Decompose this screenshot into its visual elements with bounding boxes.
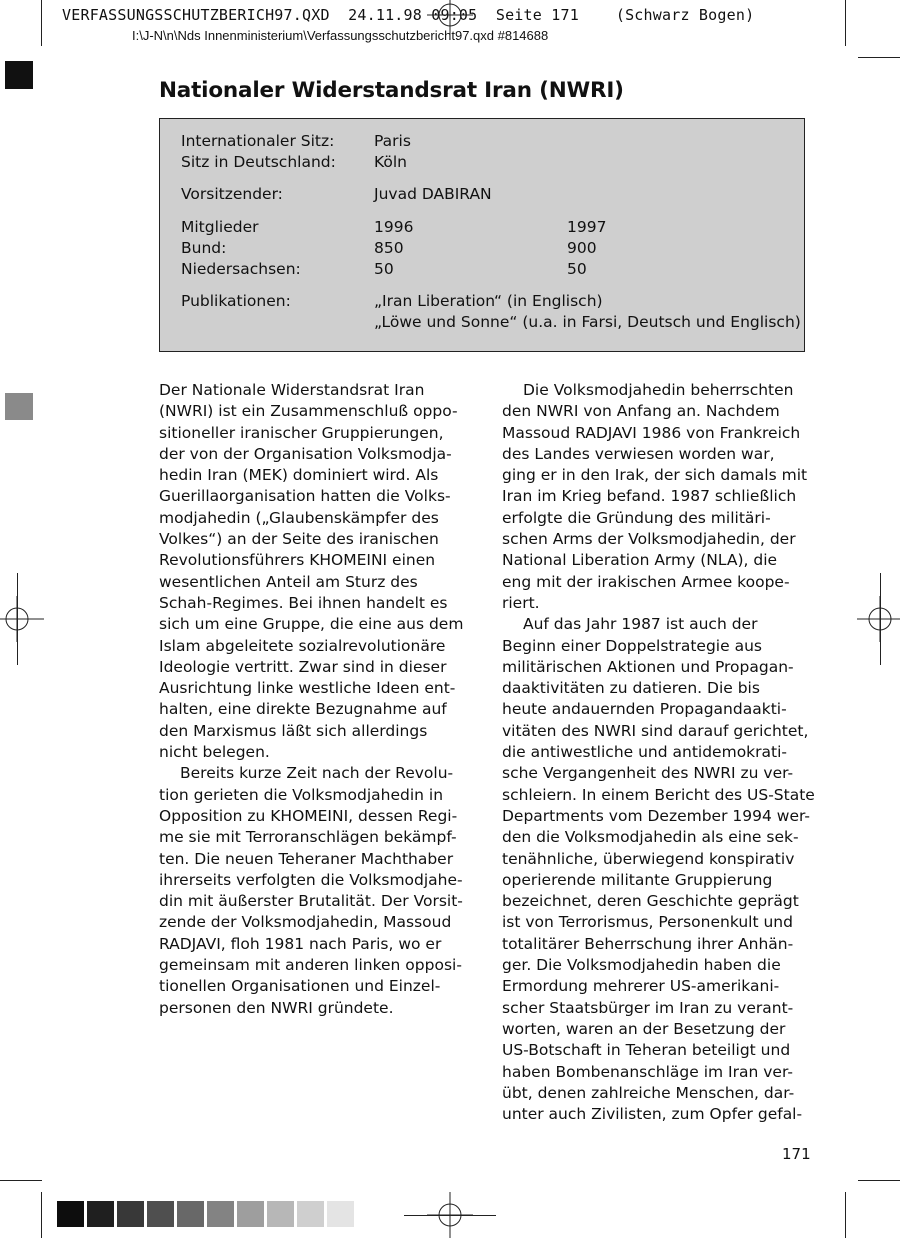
body-column-right (502, 380, 815, 1125)
gray-swatch (177, 1201, 204, 1227)
registration-mark-icon (857, 596, 900, 642)
sitz-de-label: Sitz in Deutschland: (181, 153, 336, 171)
year-1997: 1997 (567, 218, 607, 236)
publication-1: „Iran Liberation“ (in Englisch) (374, 292, 603, 310)
crop-mark-bottom-right (845, 1192, 846, 1238)
trim-line-right (880, 573, 881, 665)
gray-swatch (147, 1201, 174, 1227)
crop-mark-top-right-h (858, 57, 900, 58)
sitz-intl-label: Internationaler Sitz: (181, 132, 335, 150)
registration-mark-icon (0, 596, 44, 642)
black-register-block (5, 61, 33, 89)
body-column-left (159, 380, 469, 1019)
crop-mark-top-right (845, 0, 846, 46)
sitz-de-value: Köln (374, 153, 408, 171)
trim-line-bottom (404, 1215, 496, 1216)
crop-mark-bottom-left (41, 1192, 42, 1238)
page-title: Nationaler Widerstandsrat Iran (NWRI) (159, 78, 624, 103)
file-path-line: I:\J-N\n\Nds Innenministerium\Verfassungsschutzbericht97.qxd #814688 (132, 28, 549, 43)
gray-swatch (297, 1201, 324, 1227)
publication-2: „Löwe und Sonne“ (u.a. in Farsi, Deutsch und Englisch) (374, 313, 801, 331)
crop-mark-bottom-left-h (0, 1180, 42, 1181)
page-number: 171 (782, 1145, 811, 1163)
bund-1997: 900 (567, 239, 597, 257)
bund-label: Bund: (181, 239, 227, 257)
nds-label: Niedersachsen: (181, 260, 301, 278)
nds-1996: 50 (374, 260, 394, 278)
paragraph: Der Nationale Widerstandsrat Iran (NWRI) ist ein Zusammenschluß oppo- sitioneller iranischer Gruppierungen, der von der Organisation Volksmodja- hedin Iran (MEK) dominiert wird. Als Guerillaorganisation hatten die Volks- modjahedin („Glaubenskämpfer des Volkes“) an der Seite des iranischen Revolutionsführers KHOMEINI einen wesentlichen Anteil am Sturz des Schah-Regimes. Bei ihnen handelt es sich um eine Gruppe, die eine aus dem Islam abgeleitete sozialrevolutionäre Ideologie vertritt. Zwar sind in dieser Ausrichtung linke westliche Ideen ent- halten, eine direkte Bezugnahme auf den Marxismus läßt sich allerdings nicht belegen. (159, 381, 464, 762)
gray-swatch (117, 1201, 144, 1227)
bund-1996: 850 (374, 239, 404, 257)
mitglieder-label: Mitglieder (181, 218, 259, 236)
gray-register-block (5, 393, 33, 420)
gray-swatch (327, 1201, 354, 1227)
info-box (159, 118, 805, 352)
year-1996: 1996 (374, 218, 414, 236)
crop-mark-top-left (41, 0, 42, 46)
crop-mark-bottom-right-h (858, 1180, 900, 1181)
file-slug-line: VERFASSUNGSSCHUTZBERICH97.QXD 24.11.98 09:05 Seite 171 (Schwarz Bogen) (62, 6, 755, 24)
gray-swatch (87, 1201, 114, 1227)
gray-swatch (267, 1201, 294, 1227)
vorsitz-value: Juvad DABIRAN (374, 185, 492, 203)
trim-line-left (17, 573, 18, 665)
publ-label: Publikationen: (181, 292, 291, 310)
nds-1997: 50 (567, 260, 587, 278)
gray-swatch (207, 1201, 234, 1227)
registration-mark-icon (427, 0, 473, 38)
paragraph: Bereits kurze Zeit nach der Revolu- tion gerieten die Volksmodjahedin in Opposition zu KHOMEINI, dessen Regi- me sie mit Terroranschlägen bekämpf- ten. Die neuen Teheraner Machthaber ihrerseits verfolgten die Volksmodjahe- din mit äußerster Brutalität. Der Vorsit- zende der Volksmodjahedin, Massoud RADJAVI, floh 1981 nach Paris, wo er gemeinsam mit anderen linken opposi- tionellen Organisationen und Einzel- personen den NWRI gründete. (159, 764, 463, 1017)
paragraph: Die Volksmodjahedin beherrschten den NWRI von Anfang an. Nachdem Massoud RADJAVI 1986 von Frankreich des Landes verwiesen worden war, ging er in den Irak, der sich damals mit Iran im Krieg befand. 1987 schließlich erfolgte die Gründung des militäri- schen Arms der Volksmodjahedin, der National Liberation Army (NLA), die eng mit der irakischen Armee koope- riert. (502, 381, 808, 612)
gray-swatch (57, 1201, 84, 1227)
vorsitz-label: Vorsitzender: (181, 185, 283, 203)
paragraph: Auf das Jahr 1987 ist auch der Beginn einer Doppelstrategie aus militärischen Aktionen und Propagan- daaktivitäten zu datieren. Die bis heute andauernden Propagandaakti- vitäten des NWRI sind darauf gerichtet, die antiwestliche und antidemokrati- sche Vergangenheit des NWRI zu ver- schleiern. In einem Bericht des US-State Departments vom Dezember 1994 wer- den die Volksmodjahedin als eine sek- tenähnliche, überwiegend konspirativ operierende militante Gruppierung bezeichnet, deren Geschichte geprägt ist von Terrorismus, Personenkult und totalitärer Beherrschung ihrer Anhän- ger. Die Volksmodjahedin haben die Ermordung mehrerer US-amerikani- scher Staatsbürger im Iran zu verant- worten, waren an der Besetzung der US-Botschaft in Teheran beteiligt und haben Bombenanschläge im Iran ver- übt, denen zahlreiche Menschen, dar- unter auch Zivilisten, zum Opfer gefal- (502, 615, 815, 1124)
sitz-intl-value: Paris (374, 132, 411, 150)
gray-swatch (237, 1201, 264, 1227)
